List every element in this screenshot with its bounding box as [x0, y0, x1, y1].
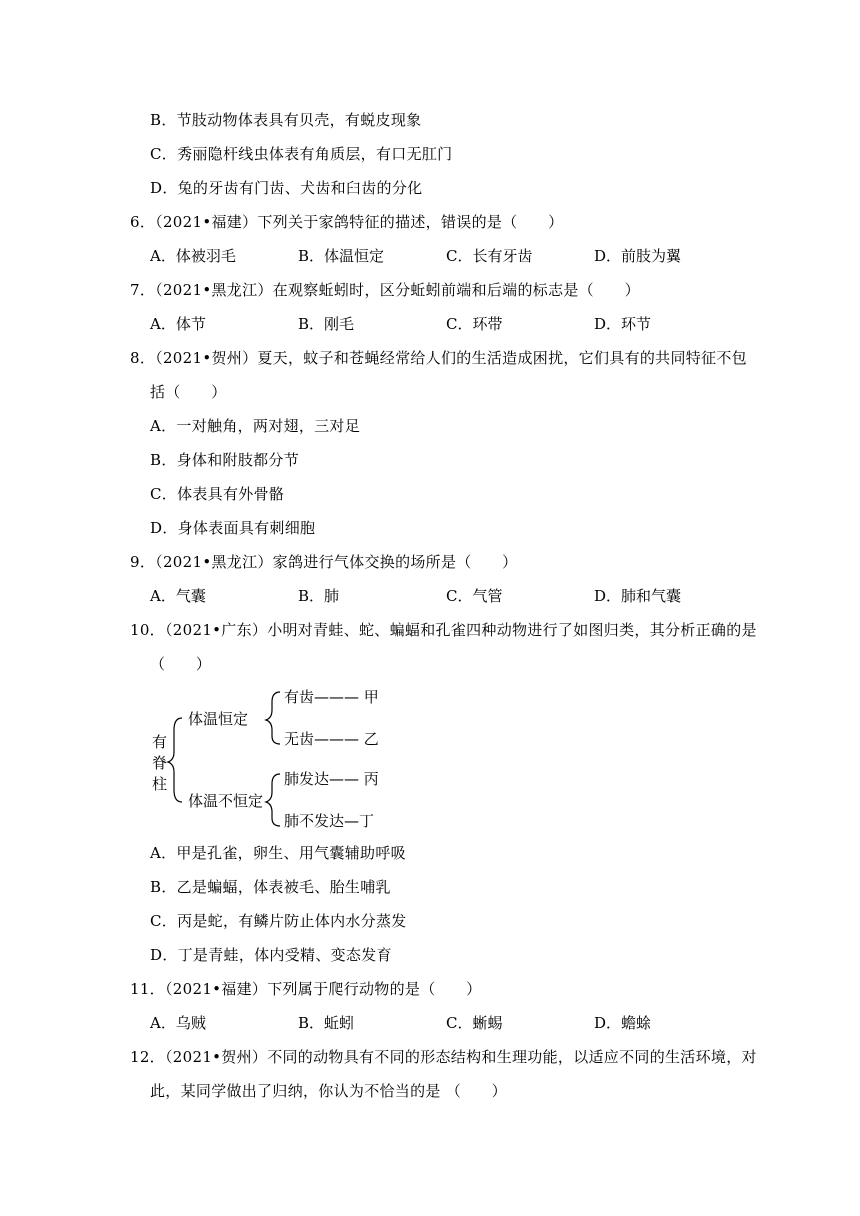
q5-option-d: D．兔的牙齿有门齿、犬齿和臼齿的分化	[150, 179, 423, 197]
q9-option-c: C．气管	[446, 587, 503, 605]
q7-option-c: C．环带	[446, 315, 503, 333]
q5-option-c: C．秀丽隐杆线虫体表有角质层，有口无肛门	[150, 145, 453, 163]
q8-option-b: B．身体和附肢都分节	[150, 451, 300, 469]
diagram-bottom-brace	[266, 774, 280, 826]
diagram-top-brace	[266, 692, 280, 744]
diagram-leaf-4: 肺不发达—丁	[284, 812, 375, 830]
q6-option-c: C．长有牙齿	[446, 247, 533, 265]
q10-option-a: A．甲是孔雀，卵生、用气囊辅助呼吸	[150, 844, 406, 862]
q10-option-c: C．丙是蛇，有鳞片防止体内水分蒸发	[150, 912, 407, 930]
diagram-root-char-1: 有	[152, 733, 168, 751]
q9-option-b: B．肺	[298, 587, 340, 605]
q5-option-b: B．节肢动物体表具有贝壳，有蜕皮现象	[150, 111, 422, 129]
classification-diagram	[140, 680, 410, 835]
q10-option-b: B．乙是蝙蝠，体表被毛、胎生哺乳	[150, 878, 391, 896]
q8-stem-line2: 括（ ）	[150, 383, 227, 401]
q12-stem-line1: 12．（2021•贺州）不同的动物具有不同的形态结构和生理功能，以适应不同的生活环境，对	[130, 1048, 757, 1066]
q6-option-b: B．体温恒定	[298, 247, 385, 265]
q8-option-d: D．身体表面具有刺细胞	[150, 519, 316, 537]
diagram-branch-top: 体温恒定	[188, 710, 249, 728]
q8-option-c: C．体表具有外骨骼	[150, 485, 285, 503]
q10-stem-line1: 10．（2021•广东）小明对青蛙、蛇、蝙蝠和孔雀四种动物进行了如图归类，其分析正确的是	[130, 621, 757, 639]
q11-option-b: B．蚯蚓	[298, 1014, 355, 1032]
q8-stem-line1: 8．（2021•贺州）夏天，蚊子和苍蝇经常给人们的生活造成困扰，它们具有的共同特征不包	[130, 349, 747, 367]
q11-option-d: D．蟾蜍	[594, 1014, 652, 1032]
q6-option-d: D．前肢为翼	[594, 247, 682, 265]
q9-option-d: D．肺和气囊	[594, 587, 682, 605]
q11-option-a: A．乌贼	[150, 1014, 206, 1032]
q7-stem: 7．（2021•黑龙江）在观察蚯蚓时，区分蚯蚓前端和后端的标志是（ ）	[130, 281, 640, 299]
q6-stem: 6．（2021•福建）下列关于家鸽特征的描述，错误的是（ ）	[130, 213, 564, 231]
q11-option-c: C．蜥蜴	[446, 1014, 503, 1032]
diagram-leaf-1: 有齿——— 甲	[284, 688, 379, 706]
q9-stem: 9．（2021•黑龙江）家鸽进行气体交换的场所是（ ）	[130, 553, 518, 571]
q8-option-a: A．一对触角，两对翅，三对足	[150, 417, 361, 435]
diagram-root-char-3: 柱	[152, 775, 168, 793]
q11-stem: 11．（2021•福建）下列属于爬行动物的是（ ）	[130, 980, 482, 998]
diagram-root-brace	[168, 718, 182, 802]
q9-option-a: A．气囊	[150, 587, 206, 605]
q12-stem-line2: 此，某同学做出了归纳，你认为不恰当的是 （ ）	[150, 1082, 507, 1100]
diagram-leaf-3: 肺发达—— 丙	[284, 770, 379, 788]
diagram-branch-bottom: 体温不恒定	[188, 792, 264, 810]
q6-option-a: A．体被羽毛	[150, 247, 236, 265]
q10-stem-line2: （ ）	[150, 655, 212, 673]
q7-option-a: A．体节	[150, 315, 206, 333]
q10-option-d: D．丁是青蛙，体内受精、变态发育	[150, 946, 392, 964]
diagram-root-char-2: 脊	[152, 754, 168, 772]
q7-option-b: B．刚毛	[298, 315, 355, 333]
diagram-leaf-2: 无齿——— 乙	[284, 730, 379, 748]
q7-option-d: D．环节	[594, 315, 652, 333]
